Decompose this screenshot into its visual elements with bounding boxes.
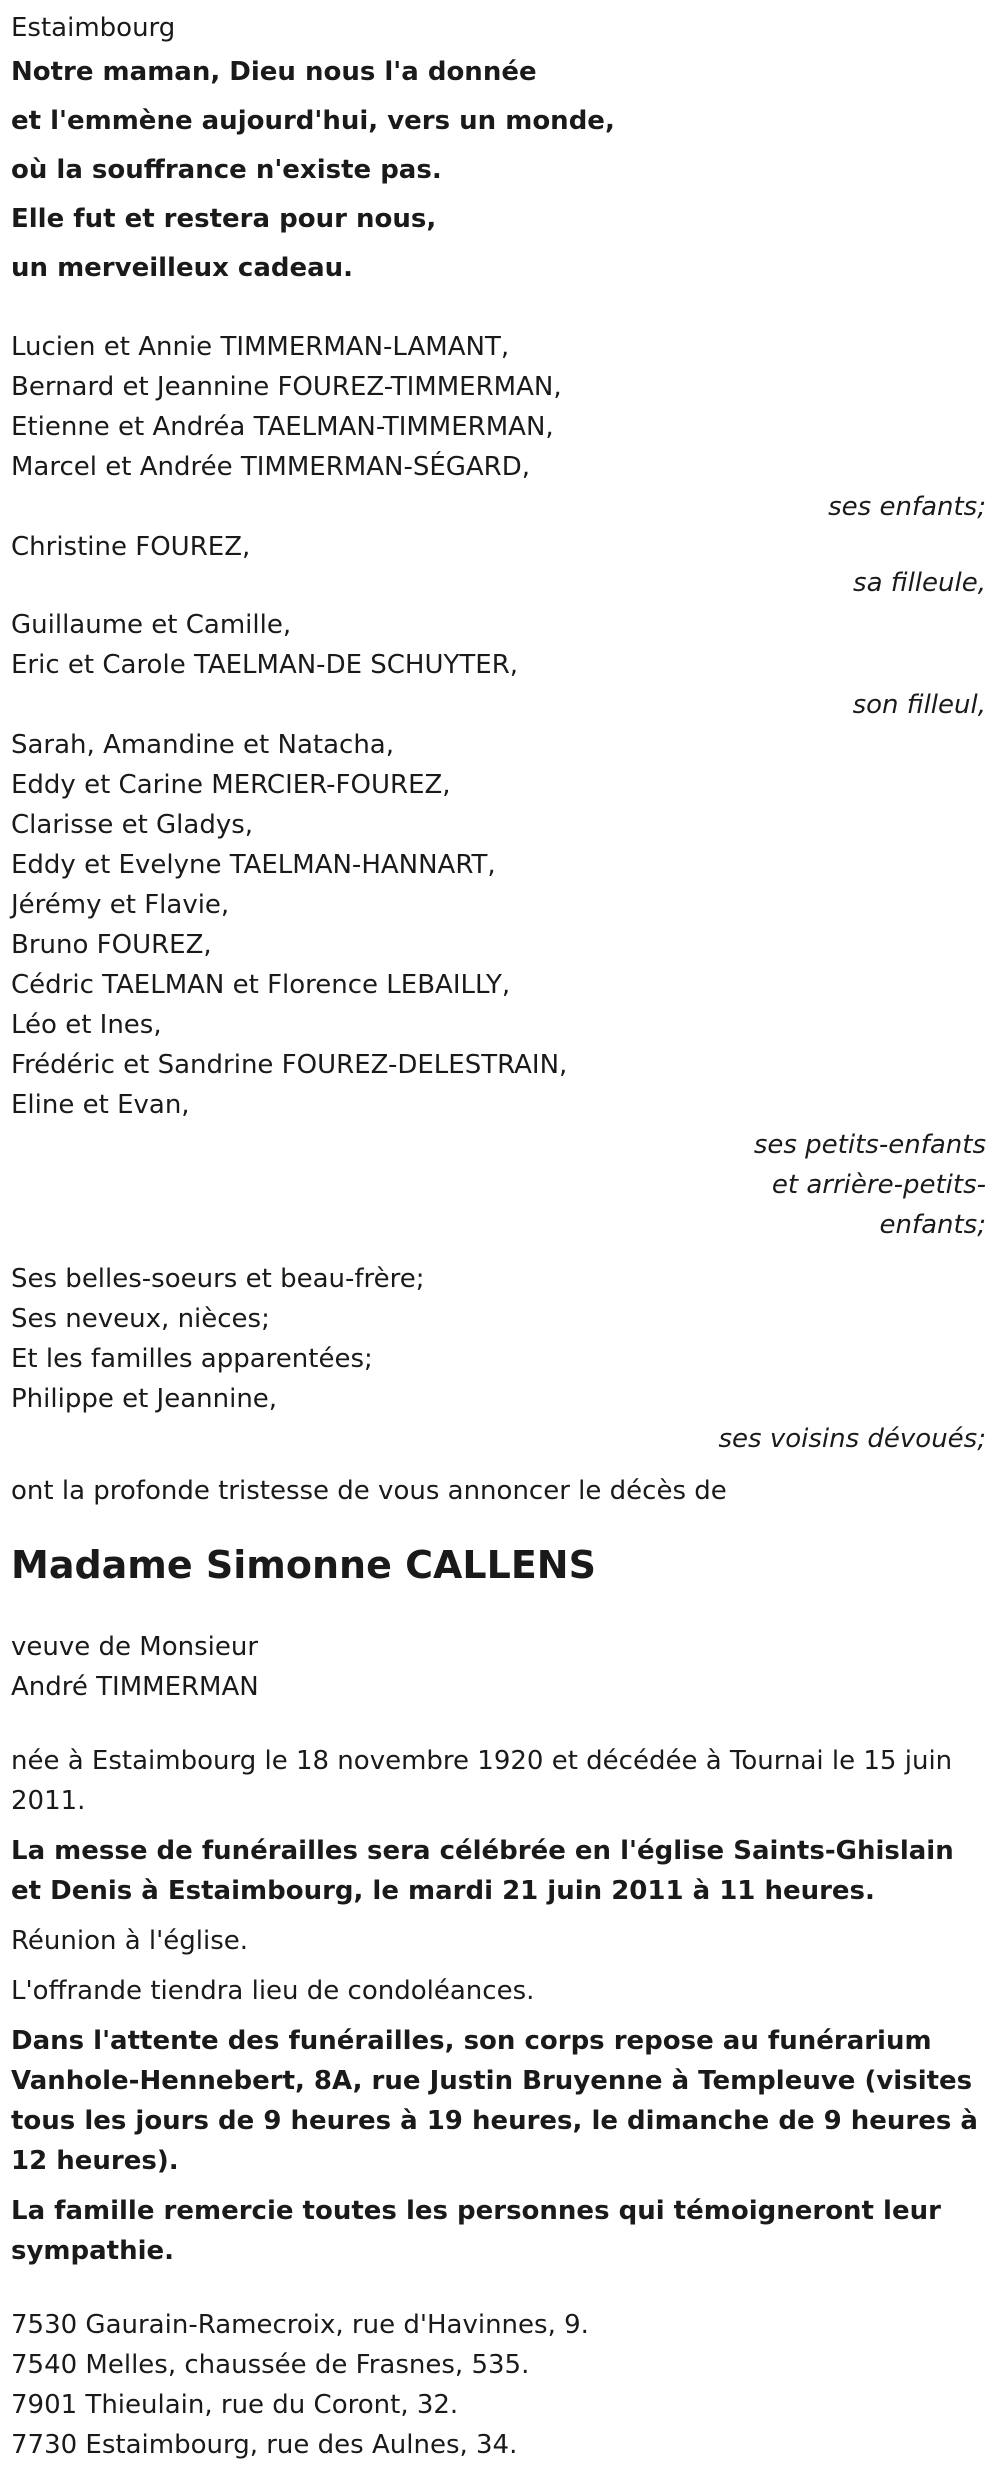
- list-item: Bernard et Jeannine FOUREZ-TIMMERMAN,: [11, 372, 562, 402]
- funeral-mass: La messe de funérailles sera célébrée en l'église Saints-Ghislain et Denis à Estaimbourg, le mardi 21 juin 2011 à 11 heures.: [11, 1836, 954, 1906]
- list-item: Eline et Evan,: [11, 1090, 190, 1120]
- address-line: 7530 Gaurain-Ramecroix, rue d'Havinnes, 9.: [11, 2310, 589, 2340]
- obituary-document: [11, 8, 986, 2465]
- widow-of: [11, 1627, 986, 1707]
- poem-line: et l'emmène aujourd'hui, vers un monde,: [11, 106, 615, 136]
- address-line: 7730 Estaimbourg, rue des Aulnes, 34.: [11, 2430, 518, 2460]
- children-role: ses enfants;: [828, 492, 986, 522]
- list-item: Guillaume et Camille,: [11, 610, 292, 640]
- poem: [11, 48, 986, 293]
- list-item: Bruno FOUREZ,: [11, 930, 212, 960]
- address-line: 7901 Thieulain, rue du Coront, 32.: [11, 2390, 459, 2420]
- children-list: [11, 327, 986, 487]
- list-item: Philippe et Jeannine,: [11, 1384, 278, 1414]
- list-item: Cédric TAELMAN et Florence LEBAILLY,: [11, 970, 511, 1000]
- list-item: Frédéric et Sandrine FOUREZ-DELESTRAIN,: [11, 1050, 568, 1080]
- poem-line: où la souffrance n'existe pas.: [11, 155, 442, 185]
- meeting: Réunion à l'église.: [11, 1926, 249, 1956]
- list-item: Jérémy et Flavie,: [11, 890, 230, 920]
- thanks: La famille remercie toutes les personnes qui témoigneront leur sympathie.: [11, 2196, 941, 2266]
- relatives-list: [11, 1259, 986, 1419]
- widow-line: André TIMMERMAN: [11, 1672, 259, 1702]
- list-item: Ses belles-soeurs et beau-frère;: [11, 1264, 425, 1294]
- role-line: ses petits-enfants: [753, 1130, 986, 1160]
- birth-death: née à Estaimbourg le 18 novembre 1920 et décédée à Tournai le 15 juin 2011.: [11, 1746, 953, 1816]
- grandchildren-list: [11, 725, 986, 1125]
- godson-role: son filleul,: [852, 690, 986, 720]
- poem-line: Notre maman, Dieu nous l'a donnée: [11, 57, 537, 87]
- announcement: ont la profonde tristesse de vous annoncer le décès de: [11, 1476, 727, 1506]
- list-item: Eddy et Carine MERCIER-FOUREZ,: [11, 770, 451, 800]
- list-item: Marcel et Andrée TIMMERMAN-SÉGARD,: [11, 452, 531, 482]
- goddaughter: Christine FOUREZ,: [11, 532, 251, 562]
- list-item: Eric et Carole TAELMAN-DE SCHUYTER,: [11, 650, 519, 680]
- godson-list: [11, 605, 986, 685]
- widow-line: veuve de Monsieur: [11, 1632, 259, 1662]
- offering: L'offrande tiendra lieu de condoléances.: [11, 1976, 535, 2006]
- deceased-name: Madame Simonne CALLENS: [11, 1543, 596, 1587]
- role-line: enfants;: [879, 1210, 986, 1240]
- funerarium: Dans l'attente des funérailles, son corps repose au funérarium Vanhole-Hennebert, 8A, rue Justin Bruyenne à Templeuve (visites tous les jours de 9 heures à 19 heures, le dimanche de 9 heures à 12 heures).: [11, 2026, 978, 2176]
- role-line: et arrière-petits-: [771, 1170, 986, 1200]
- place-heading: Estaimbourg: [11, 13, 176, 43]
- neighbors-role: ses voisins dévoués;: [718, 1424, 986, 1454]
- grandchildren-role: [11, 1125, 986, 1245]
- list-item: Clarisse et Gladys,: [11, 810, 254, 840]
- list-item: Ses neveux, nièces;: [11, 1304, 270, 1334]
- poem-line: un merveilleux cadeau.: [11, 253, 354, 283]
- poem-line: Elle fut et restera pour nous,: [11, 204, 437, 234]
- list-item: Et les familles apparentées;: [11, 1344, 373, 1374]
- addresses: [11, 2305, 986, 2465]
- list-item: Sarah, Amandine et Natacha,: [11, 730, 394, 760]
- list-item: Etienne et Andréa TAELMAN-TIMMERMAN,: [11, 412, 554, 442]
- list-item: Lucien et Annie TIMMERMAN-LAMANT,: [11, 332, 510, 362]
- address-line: 7540 Melles, chaussée de Frasnes, 535.: [11, 2350, 530, 2380]
- goddaughter-role: sa filleule,: [853, 568, 986, 598]
- list-item: Eddy et Evelyne TAELMAN-HANNART,: [11, 850, 496, 880]
- list-item: Léo et Ines,: [11, 1010, 162, 1040]
